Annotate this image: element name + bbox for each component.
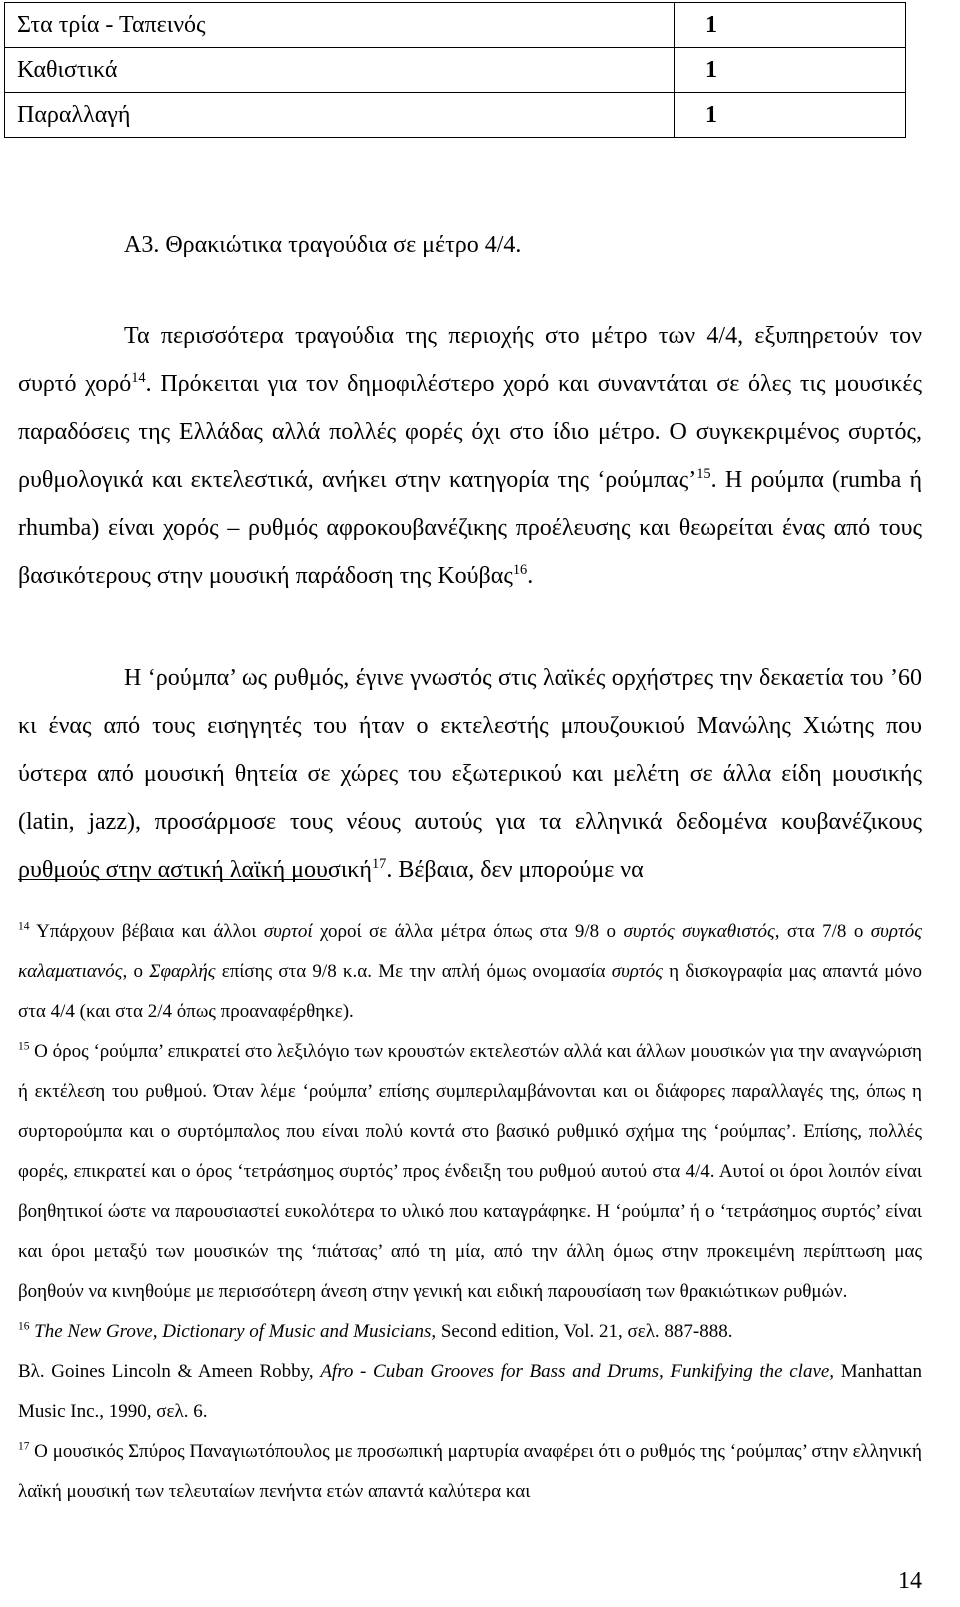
footnote-17: [18, 1432, 922, 1512]
footnote-ref[interactable]: 17: [371, 856, 387, 872]
footnote-text: χοροί σε άλλα μέτρα όπως στα 9/8 ο: [312, 921, 624, 942]
footnote-italic: συρτός συγκαθιστός: [623, 921, 775, 942]
footnote-number: 15: [18, 1040, 30, 1053]
dance-count-cell: 1: [675, 48, 906, 93]
footnote-italic: The New Grove, Dictionary of Music and Musicians: [34, 1321, 432, 1342]
footnote-italic: συρτός: [611, 961, 663, 982]
footnote-text: Ο μουσικός Σπύρος Παναγιωτόπουλος με προσωπική μαρτυρία αναφέρει ότι ο ρυθμός της ‘ρούμπας’ στην ελληνική λαϊκή μουσική των τελευταίων πενήντα ετών απαντά καλύτερα και: [18, 1441, 922, 1502]
paragraph-text: . Βέβαια, δεν μπορούμε να: [386, 857, 644, 883]
page-number: 14: [898, 1568, 922, 1594]
footnote-italic: Σφαρλής: [149, 961, 216, 982]
footnote-number: 16: [18, 1320, 30, 1333]
footnote-italic: Afro - Cuban Grooves for Bass and Drums, Funkifying the clave,: [320, 1361, 835, 1382]
footnote-16: [18, 1312, 922, 1352]
footnote-16-see-also: [18, 1352, 922, 1432]
footnote-text: Υπάρχουν βέβαια και άλλοι: [29, 921, 264, 942]
footnote-text: , στα 7/8 ο: [774, 921, 871, 942]
dance-count-cell: 1: [675, 93, 906, 138]
footnote-15: [18, 1032, 922, 1312]
section-heading: Α3. Θρακιώτικα τραγούδια σε μέτρο 4/4.: [124, 232, 522, 258]
footnote-text: Βλ. Goines Lincoln & Ameen Robby,: [18, 1361, 321, 1382]
dance-count-cell: 1: [675, 3, 906, 48]
dance-name-cell: Στα τρία - Ταπεινός: [5, 3, 675, 48]
footnote-number: 17: [18, 1440, 30, 1453]
footnote-ref[interactable]: 16: [512, 562, 528, 578]
footnote-number: 14: [18, 920, 30, 933]
footnote-ref[interactable]: 14: [131, 370, 146, 386]
footnote-text: Manhattan Music Inc., 1990, σελ. 6.: [18, 1361, 922, 1422]
footnote-italic: συρτός καλαματιανός: [18, 921, 922, 982]
footnote-text: επίσης στα 9/8 κ.α. Με την απλή όμως ονομασία: [215, 961, 612, 982]
paragraph-text: .: [527, 563, 534, 589]
paragraph-text: Η ‘ρούμπα’ ως ρυθμός, έγινε γνωστός στις λαϊκές ορχήστρες την δεκαετία του ’60 κι ένας από τους εισηγητές του ήταν ο εκτελεστής μπουζουκιού Μανώλης Χιώτης που ύστερα από μουσική θητεία σε χώρες του εξωτερικού και μελέτη σε άλλα είδη μουσικής (latin, jazz), προσάρμοσε τους νέους αυτούς για τα ελληνικά δεδομένα κουβανέζικους ρυθμούς στην αστική λαϊκή μουσική: [18, 665, 922, 883]
dance-name-cell: Παραλλαγή: [5, 93, 675, 138]
paragraph-rumba-history: [18, 654, 922, 894]
footnote-italic: συρτοί: [263, 921, 313, 942]
table-row: [5, 3, 906, 48]
footnotes-section: [18, 912, 922, 1512]
footnote-text: , ο: [122, 961, 150, 982]
dance-name-cell: Καθιστικά: [5, 48, 675, 93]
paragraph-text: . Πρόκειται για τον δημοφιλέστερο χορό και συναντάται σε όλες τις μουσικές παραδόσεις της Ελλάδας αλλά πολλές φορές όχι στο ίδιο μέτρο. Ο συγκεκριμένος συρτός, ρυθμολογικά και εκτελεστικά, ανήκει στην κατηγορία της ‘ρούμπας’: [18, 371, 922, 493]
footnote-text: , Second edition, Vol. 21, σελ. 887-888.: [431, 1321, 733, 1342]
paragraph-text: Τα περισσότερα τραγούδια της περιοχής στο μέτρο των 4/4, εξυπηρετούν τον συρτό χορό: [18, 323, 922, 397]
footnote-separator: [18, 879, 330, 880]
table-row: [5, 93, 906, 138]
table-row: [5, 48, 906, 93]
footnote-text: η δισκογραφία μας απαντά μόνο στα 4/4 (και στα 2/4 όπως προαναφέρθηκε).: [18, 961, 923, 1022]
paragraph-rumba-intro: [18, 312, 922, 600]
paragraph-text: . Η ρούμπα (rumba ή rhumba) είναι χορός – ρυθμός αφροκουβανέζικης προέλευσης και θεωρείται ένας από τους βασικότερους στην μουσική παράδοση της Κούβας: [18, 467, 923, 589]
footnote-ref[interactable]: 15: [696, 466, 711, 482]
dance-count-table: [4, 2, 906, 138]
footnote-text: Ο όρος ‘ρούμπα’ επικρατεί στο λεξιλόγιο των κρουστών εκτελεστών αλλά και άλλων μουσικών για την αναγνώριση ή εκτέλεση του ρυθμού. Όταν λέμε ‘ρούμπα’ επίσης συμπεριλαμβάνονται και οι διάφορες παραλλαγές της, όπως η συρτορούμπα και ο συρτόμπαλος που είναι πολύ κοντά στο βασικό ρυθμικό σχήμα της ‘ρούμπας’. Επίσης, πολλές φορές, επικρατεί και ο όρος ‘τετράσημος συρτός’ προς ένδειξη του ρυθμού αυτού στα 4/4. Αυτοί οι όροι λοιπόν είναι βοηθητικοί ώστε να παρουσιαστεί ευκολότερα το υλικό που καταγράφηκε. Η ‘ρούμπα’ ή ο ‘τετράσημος συρτός’ είναι και όροι μεταξύ των μουσικών της ‘πιάτσας’ από τη μία, από την άλλη όμως στην προκειμένη περίπτωση μας βοηθούν να κινηθούμε με περισσότερη άνεση στην γενική και ειδική παρουσίαση των θρακιώτικων ρυθμών.: [18, 1041, 922, 1302]
footnote-14: [18, 912, 922, 1032]
